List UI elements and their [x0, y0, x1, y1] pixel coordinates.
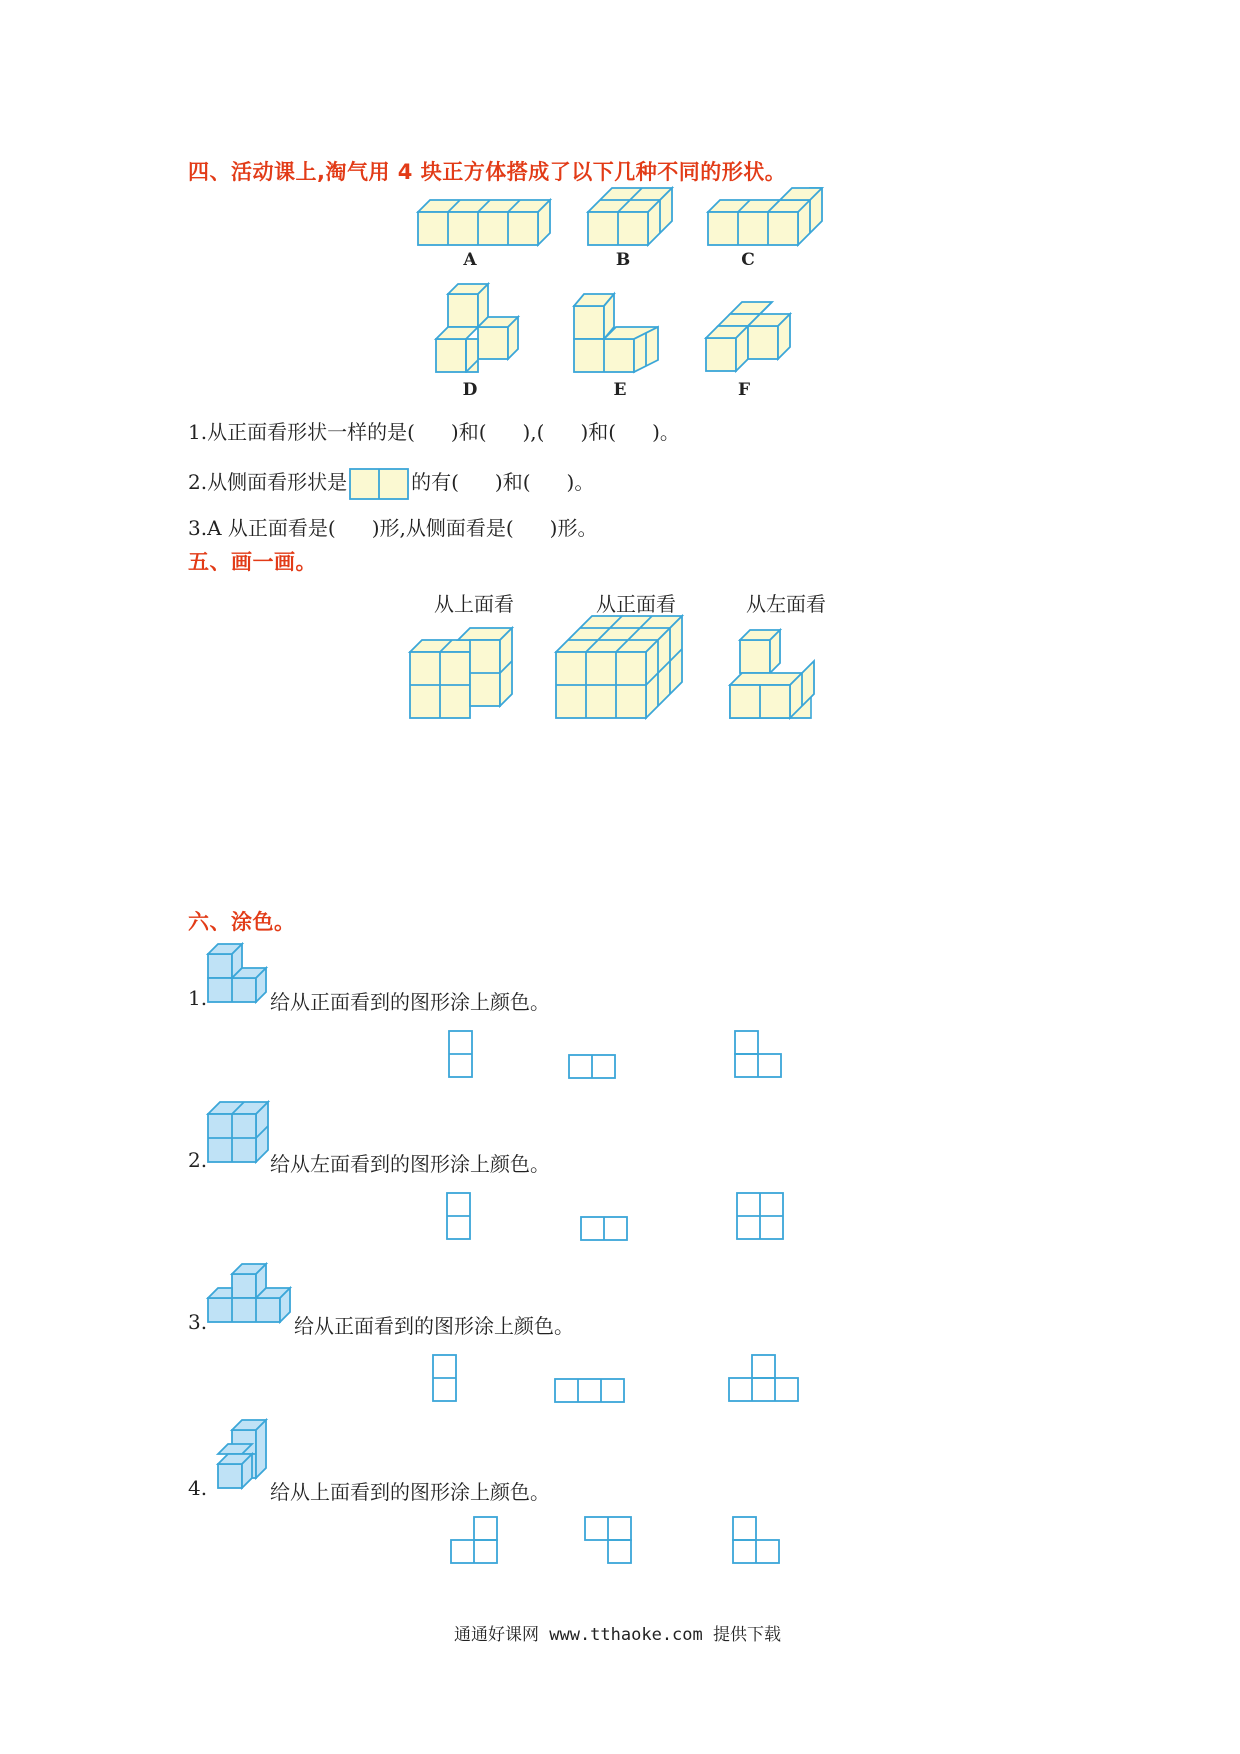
- q2-suffix: )。: [566, 470, 595, 494]
- figure-b-cubes: [588, 188, 673, 250]
- figure-c-cubes: [708, 188, 823, 250]
- item-1-option-a[interactable]: [448, 1030, 474, 1080]
- figure-c-label: C: [741, 250, 755, 270]
- figure-f-label: F: [737, 380, 751, 400]
- draw-figure-1: [410, 628, 525, 720]
- q3-prefix: 3.A 从正面看是(: [188, 516, 336, 540]
- color-item-3-text: 给从正面看到的图形涂上颜色。: [294, 1314, 574, 1338]
- q2-part2: )和(: [494, 470, 531, 494]
- section4-title: 四、活动课上,淘气用 4 块正方体搭成了以下几种不同的形状。: [188, 160, 787, 184]
- item-3-option-b[interactable]: [554, 1378, 628, 1404]
- item-3-option-a[interactable]: [432, 1354, 458, 1404]
- figure-a-label: A: [463, 250, 477, 270]
- figure-e-label: E: [613, 380, 627, 400]
- q3-middle: )形,从侧面看是(: [371, 516, 514, 540]
- figure-d-label: D: [462, 380, 478, 400]
- color-item-4-number: 4.: [188, 1476, 208, 1500]
- q3-suffix: )形。: [549, 516, 598, 540]
- figure-e-cubes: [574, 294, 659, 374]
- q1-prefix: 1.从正面看形状一样的是(: [188, 420, 415, 444]
- item-2-option-c[interactable]: [736, 1192, 786, 1242]
- q2-middle: 的有(: [411, 470, 459, 494]
- item-1-option-b[interactable]: [568, 1054, 618, 1080]
- section5-title: 五、画一画。: [188, 550, 317, 574]
- color-item-2-text: 给从左面看到的图形涂上颜色。: [270, 1152, 550, 1176]
- figure-f-cubes: [706, 302, 791, 374]
- color-item-1-text: 给从正面看到的图形涂上颜色。: [270, 990, 550, 1014]
- item-4-option-a[interactable]: [450, 1516, 500, 1566]
- item-4-option-b[interactable]: [584, 1516, 634, 1566]
- item-1-option-c[interactable]: [734, 1030, 784, 1080]
- question-1: [188, 416, 680, 445]
- two-square-rect-icon: [349, 468, 409, 500]
- figure-b-label: B: [615, 250, 631, 270]
- view-label-left: 从左面看: [746, 592, 826, 616]
- figure-d-cubes: [436, 284, 526, 374]
- footer-text: 通通好课网 www.tthaoke.com 提供下载: [454, 1625, 781, 1645]
- question-3: [188, 512, 597, 541]
- item-2-option-b[interactable]: [580, 1216, 630, 1242]
- color-item-1-number: 1.: [188, 986, 208, 1010]
- q1-part2: )和(: [450, 420, 487, 444]
- draw-figure-3: [730, 628, 815, 720]
- color-item-4-cubes: [208, 1420, 273, 1492]
- section6-title: 六、涂色。: [188, 910, 296, 934]
- color-item-1-cubes: [208, 944, 273, 1006]
- item-3-option-c[interactable]: [728, 1354, 802, 1404]
- draw-figure-2: [556, 616, 686, 720]
- color-item-4-text: 给从上面看到的图形涂上颜色。: [270, 1480, 550, 1504]
- q1-suffix: )。: [652, 420, 680, 444]
- question-2: [188, 466, 594, 500]
- color-item-2-cubes: [208, 1102, 273, 1164]
- color-item-3-number: 3.: [188, 1310, 208, 1334]
- item-4-option-c[interactable]: [732, 1516, 782, 1566]
- color-item-3-cubes: [208, 1264, 298, 1326]
- item-2-option-a[interactable]: [446, 1192, 472, 1242]
- figure-a-cubes: [418, 200, 558, 250]
- color-item-2-number: 2.: [188, 1148, 208, 1172]
- q2-prefix: 2.从侧面看形状是: [188, 470, 348, 494]
- view-label-top: 从上面看: [434, 592, 514, 616]
- q1-part3: ),(: [522, 420, 545, 444]
- q1-part4: )和(: [580, 420, 617, 444]
- view-label-front: 从正面看: [596, 592, 676, 616]
